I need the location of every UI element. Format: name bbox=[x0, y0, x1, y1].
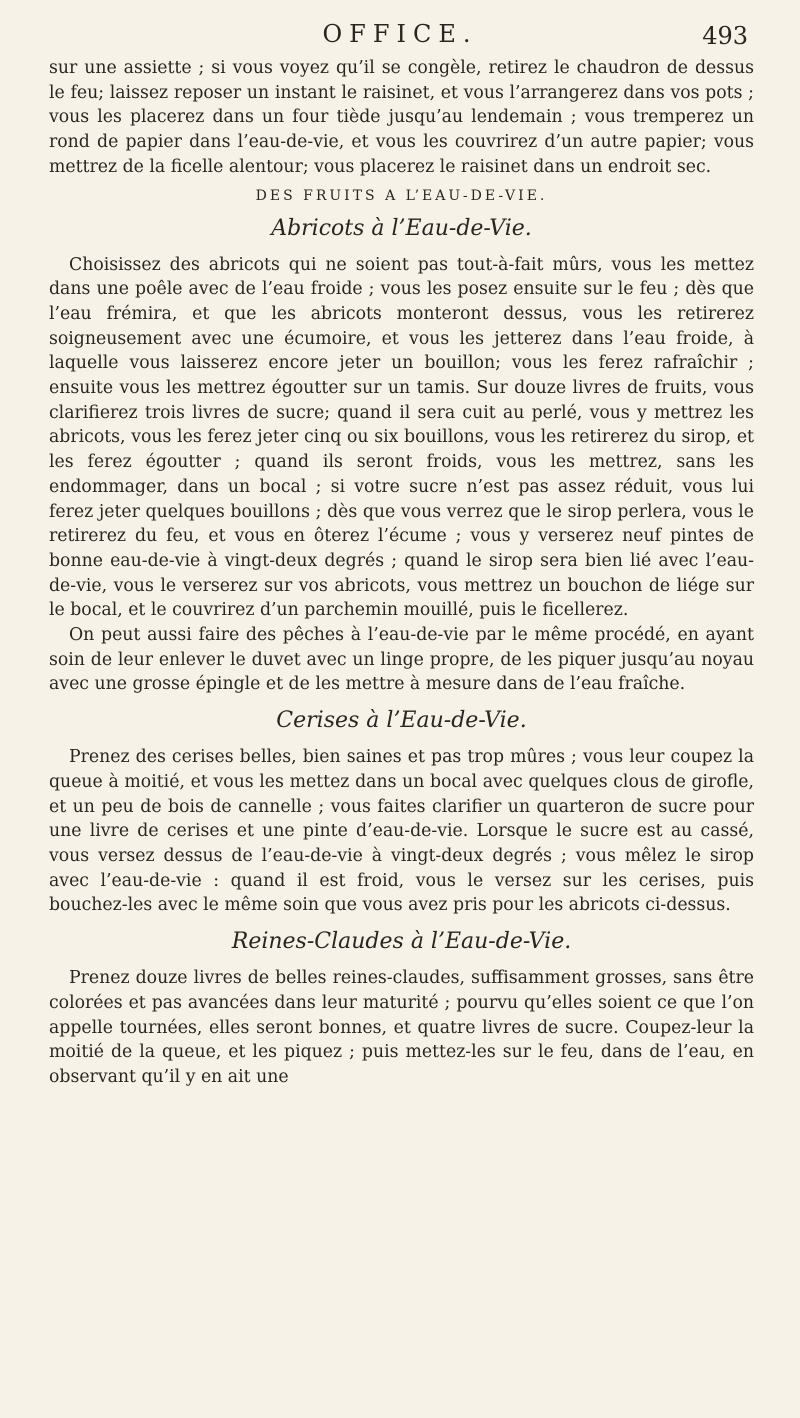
running-title: OFFICE. bbox=[322, 20, 478, 48]
recipe-paragraph: On peut aussi faire des pêches à l’eau-de-vie par le même procédé, en ayant soin de leur enlever le duvet avec un linge propre, de les piquer jusqu’au noyau avec une grosse épingle et de les mettre à mesure dans de l’eau fraîche. bbox=[49, 625, 754, 695]
recipe-paragraph: Prenez des cerises belles, bien saines et pas trop mûres ; vous leur coupez la queue à moitié, et vous les mettez dans un bocal avec quelques clous de girofle, et un peu de bois de cannelle ; vous faites clarifier un quarteron de sucre pour une livre de cerises et une pinte d’eau-de-vie. Lorsque le sucre est au cassé, vous versez dessus de l’eau-de-vie à vingt-deux degrés ; vous mêlez le sirop avec l’eau-de-vie : quand il est froid, vous le versez sur les cerises, puis bouchez-les avec le même soin que vous avez pris pour les abricots ci-dessus. bbox=[49, 747, 754, 916]
recipe-title: Cerises à l’Eau-de-Vie. bbox=[276, 708, 527, 734]
recipe-title: Abricots à l’Eau-de-Vie. bbox=[271, 215, 532, 241]
page-body bbox=[49, 56, 754, 1090]
running-head bbox=[0, 20, 800, 54]
recipe-abricots bbox=[49, 214, 754, 698]
recipe-paragraph: Prenez douze livres de belles reines-claudes, suffisamment grosses, sans être colorées et pas avancées dans leur maturité ; pourvu qu’elles soient ce que l’on appelle tournées, elles seront bonnes, et quatre livres de sucre. Coupez-leur la moitié de la queue, et les piquez ; puis mettez-les sur le feu, dans de l’eau, en observant qu’il y en ait une bbox=[49, 968, 754, 1087]
recipe-cerises bbox=[49, 706, 754, 918]
recipe-reines-claudes bbox=[49, 927, 754, 1090]
recipe-paragraph: Choisissez des abricots qui ne soient pas tout-à-fait mûrs, vous les mettez dans une poêle avec de l’eau froide ; vous les posez ensuite sur le feu ; dès que l’eau frémira, et que les abricots monteront dessus, vous les retirerez soigneusement avec une écumoire, et vous les jetterez dans l’eau froide, à laquelle vous laisserez encore jeter un bouillon; vous les ferez rafraîchir ; ensuite vous les mettrez égoutter sur un tamis. Sur douze livres de fruits, vous clarifierez trois livres de sucre; quand il sera cuit au perlé, vous y mettrez les abricots, vous les ferez jeter cinq ou six bouillons, vous les retirerez du sirop, et les ferez égoutter ; quand ils seront froids, vous les mettrez, sans les endommager, dans un bocal ; si votre sucre n’est pas assez réduit, vous lui ferez jeter quelques bouillons ; dès que vous verrez que le sirop perlera, vous le retirerez du feu, et vous en ôterez l’écume ; vous y verserez neuf pintes de bonne eau-de-vie à vingt-deux degrés ; quand le sirop sera bien lié avec l’eau-de-vie, vous le verserez sur vos abricots, vous mettrez un bouchon de liége sur le bocal, et le couvrirez d’un parchemin mouillé, puis le ficellerez. bbox=[49, 254, 754, 621]
recipe-title: Reines-Claudes à l’Eau-de-Vie. bbox=[231, 929, 572, 955]
page-number: 493 bbox=[702, 22, 748, 50]
section-heading: DES FRUITS A L’EAU-DE-VIE. bbox=[255, 187, 548, 204]
intro-paragraph: sur une assiette ; si vous voyez qu’il se congèle, retirez le chaudron de dessus le feu; laissez reposer un instant le raisinet, et vous l’arrangerez dans vos pots ; vous les placerez dans un four tiède jusqu’au lendemain ; vous tremperez un rond de papier dans l’eau-de-vie, et vous les couvrirez d’un autre papier; vous mettrez de la ficelle alentour; vous placerez le raisinet dans un endroit sec. bbox=[49, 58, 754, 177]
